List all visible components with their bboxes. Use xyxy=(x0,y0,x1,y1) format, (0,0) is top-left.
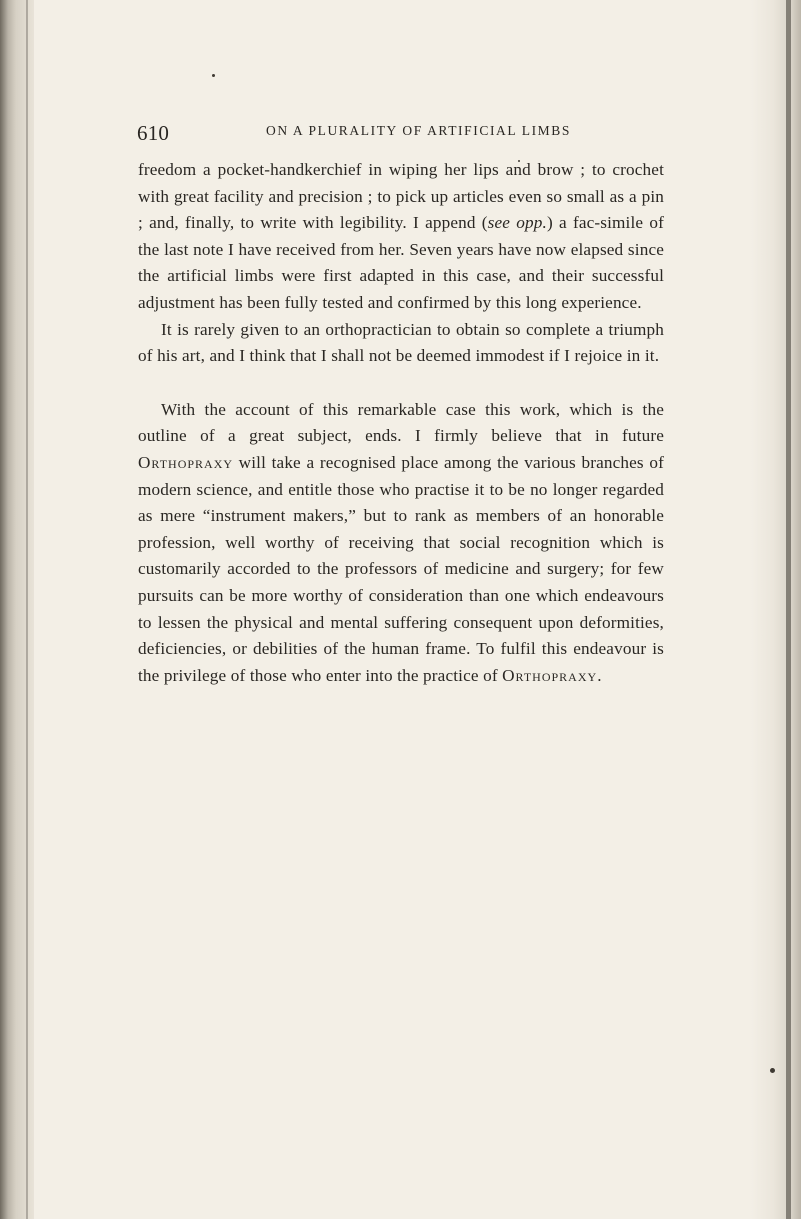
body-text xyxy=(138,157,664,689)
binding-edge xyxy=(0,0,34,1219)
paragraph-1-text-a: freedom a pocket-handkerchief in wiping her lips and brow ; to crochet with great facility and precision ; to pick up articles even so small as a pin ; and, finally, to write with legibility. I append ( xyxy=(138,160,664,233)
paragraph-2: It is rarely given to an orthopractician to obtain so complete a triumph of his art, and I think that I shall not be deemed immodest if I rejoice in it. xyxy=(138,319,664,366)
page-number: 610 xyxy=(137,121,170,145)
paragraph-1 xyxy=(138,157,664,317)
running-head xyxy=(137,121,657,145)
paragraph-3-text-b: will take a recognised place among the various branches of modern science, and entitle those who practise it to be no longer regarded as mere “instrument makers,” but to rank as members of an honorable profession, well worthy of receiving that social recognition which is customarily accorded to the professors of medicine and surgery; for few pursuits can be more worthy of consideration than one which endeavours to lessen the physical and mental suffering consequent upon deformities, deficiencies, or debilities of the human frame. To fulfil this endeavour is the privilege of those who enter into the practice of xyxy=(138,452,664,685)
running-title: ON A PLURALITY OF ARTIFICIAL LIMBS xyxy=(266,123,571,138)
page-edge xyxy=(751,0,801,1219)
paragraph-3-text-c: . xyxy=(597,665,602,685)
term-orthopraxy-final: Orthopraxy xyxy=(502,665,598,685)
term-orthopraxy: Orthopraxy xyxy=(138,452,234,472)
paragraph-3-text-a: With the account of this remarkable case this work, which is the outline of a great subject, ends. I firmly believe that in future xyxy=(138,399,664,446)
paper-speck xyxy=(212,74,215,77)
paragraph-1-text-b: ) a fac-simile of the last note I have received from her. Seven years have now elapsed since the artificial limbs were first adapted in this case, and their successful adjustment has been fully tested and confirmed by this long experience. xyxy=(138,213,664,312)
paragraph-3 xyxy=(138,397,664,690)
paper-speck xyxy=(770,1068,775,1073)
cross-reference: see opp. xyxy=(487,213,547,233)
